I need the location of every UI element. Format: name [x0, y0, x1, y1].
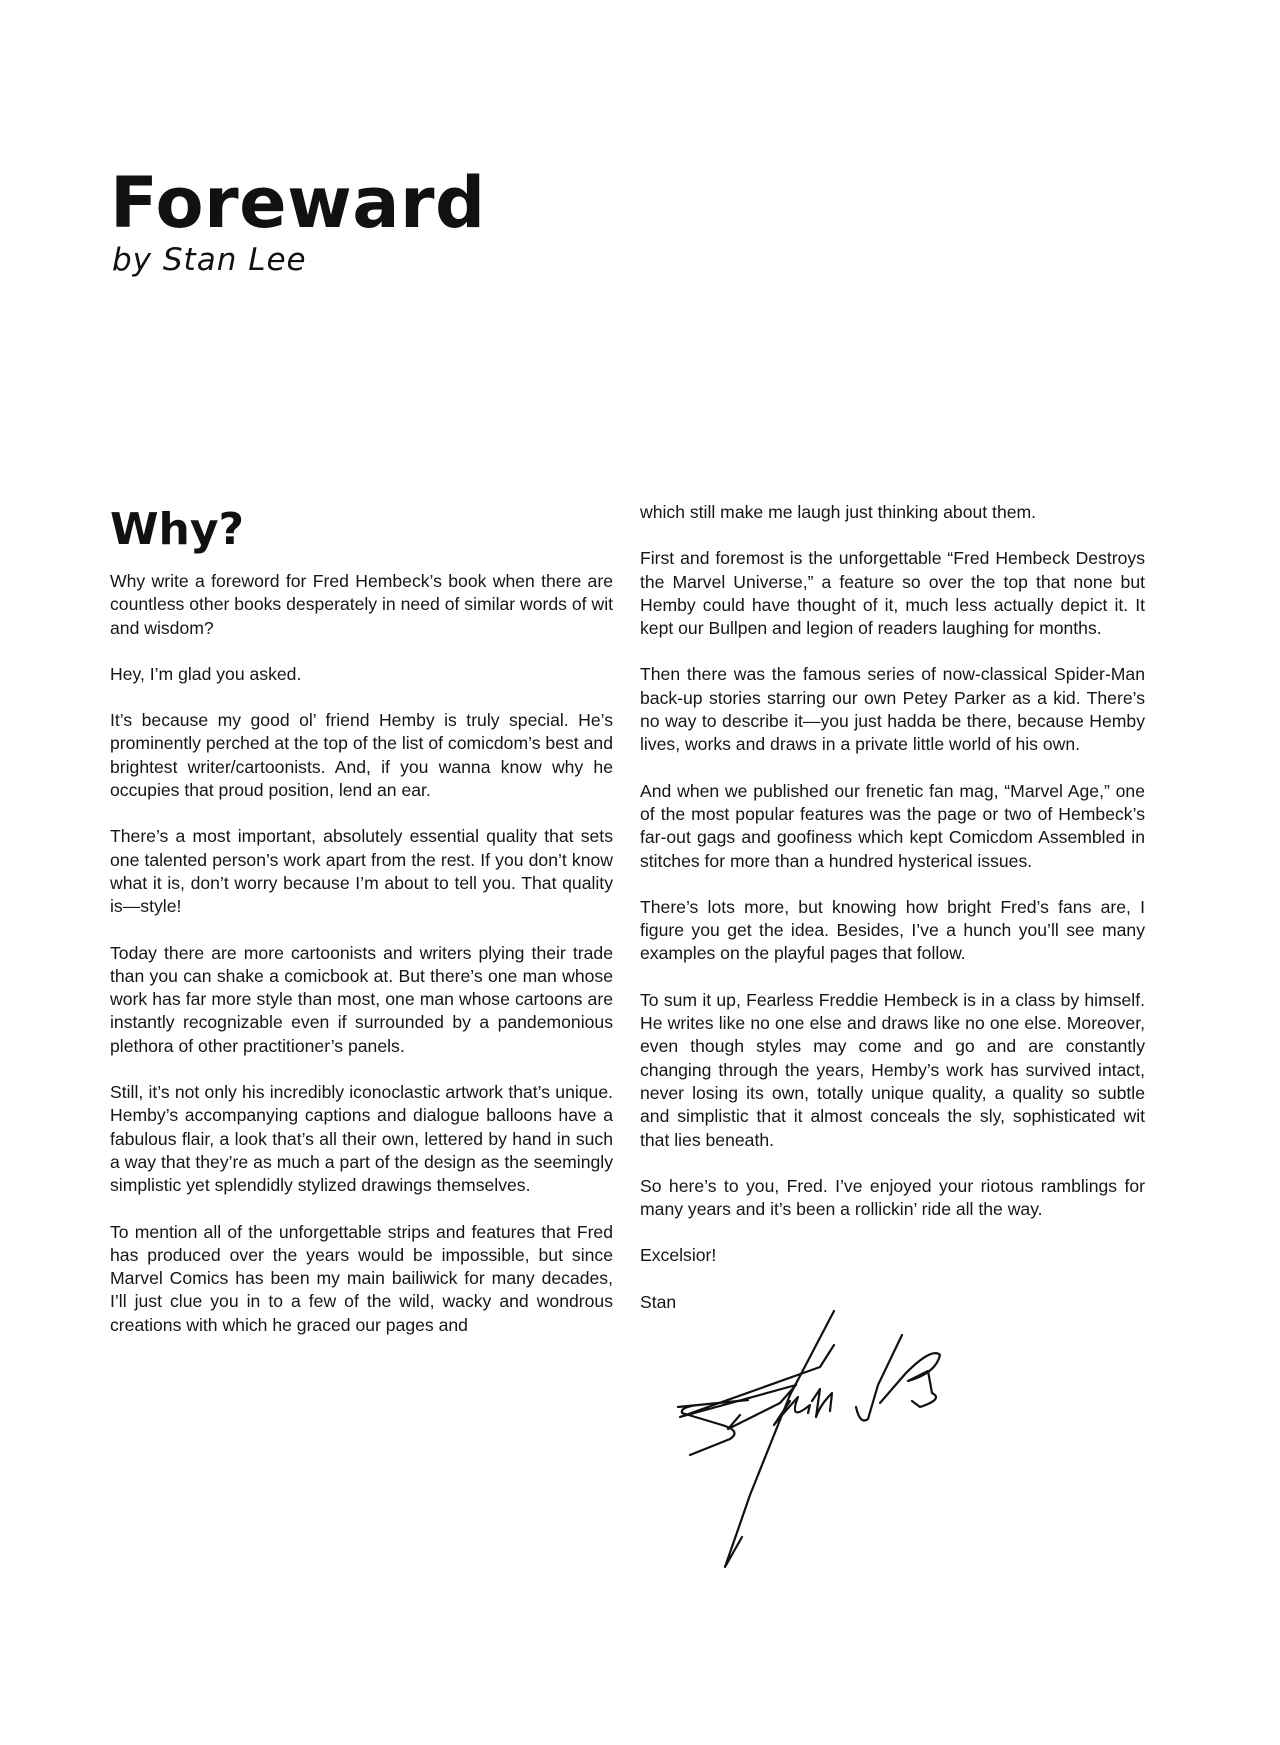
- paragraph: which still make me laugh just thinking about them.: [640, 502, 1037, 522]
- signoff: [640, 1244, 1145, 1314]
- left-column: [110, 570, 613, 1360]
- section-heading: Why?: [110, 504, 245, 555]
- paragraph: Why write a foreword for Fred Hembeck’s book when there are countless other books desperately in need of similar words of wit and wisdom?: [110, 571, 613, 638]
- paragraph: It’s because my good ol’ friend Hemby is truly special. He’s prominently perched at the top of the list of comicdom’s best and brightest writer/cartoonists. And, if you wanna know why he occupies that proud position, lend an ear.: [110, 710, 613, 801]
- paragraph: To mention all of the unforgettable strips and features that Fred has produced over the years would be impossible, but since Marvel Comics has been my main bailiwick for many decades, I’ll just clue you in to a few of the wild, wacky and wondrous creations with which he graced our pages and: [110, 1221, 613, 1335]
- paragraph: Then there was the famous series of now-classical Spider-Man back-up stories starring our own Petey Parker as a kid. There’s no way to describe it—you just hadda be there, because Hemby lives, works and draws in a private little world of his own.: [640, 664, 1145, 755]
- paragraph: Still, it’s not only his incredibly iconoclastic artwork that’s unique. Hemby’s accompanying captions and dialogue balloons have a fabulous flair, a look that’s all their own, lettered by hand in such a way that they’re as much a part of the design as the seemingly simplistic yet splendidly stylized drawings themselves.: [110, 1082, 613, 1196]
- paragraph: To sum it up, Fearless Freddie Hembeck is in a class by himself. He writes like no one else and draws like no one else. Moreover, even though styles may come and go and are constantly changing through the years, Hemby’s work has survived intact, never losing its own, totally unique quality, a quality so subtle and simplistic that it almost conceals the sly, sophisticated wit that lies beneath.: [640, 989, 1145, 1150]
- signoff-name: Stan: [640, 1291, 677, 1312]
- paragraph: There’s a most important, absolutely essential quality that sets one talented person’s work apart from the rest. If you don’t know what it is, don’t worry because I’m about to tell you. That quality is—style!: [110, 826, 613, 917]
- paragraph: And when we published our frenetic fan mag, “Marvel Age,” one of the most popular features was the page or two of Hembeck’s far-out gags and goofiness which kept Comicdom Assembled in stitches for more than a hundred hysterical issues.: [640, 780, 1145, 871]
- paragraph: Hey, I’m glad you asked.: [110, 663, 302, 684]
- byline: by Stan Lee: [112, 242, 307, 278]
- paragraph: First and foremost is the unforgettable “Fred Hembeck Destroys the Marvel Universe,” a feature so over the top that none but Hemby could have thought of it, much less actually depict it. It kept our Bullpen and legion of readers laughing for months.: [640, 548, 1145, 639]
- paragraph: There’s lots more, but knowing how bright Fred’s fans are, I figure you get the idea. Besides, I’ve a hunch you’ll see many examples on the playful pages that follow.: [640, 896, 1145, 964]
- paragraph: Today there are more cartoonists and writers plying their trade than you can shake a comicbook at. But there’s one man whose work has far more style than most, one man whose cartoons are instantly recognizable even if surrounded by a pandemonious plethora of other practitioner’s panels.: [110, 942, 613, 1056]
- signoff-exclamation: Excelsior!: [640, 1245, 717, 1266]
- page-title: Foreward: [110, 162, 486, 244]
- signature-image: [670, 1305, 990, 1585]
- paragraph: So here’s to you, Fred. I’ve enjoyed your riotous ramblings for many years and it’s been a rollickin’ ride all the way.: [640, 1175, 1145, 1220]
- right-column: [640, 501, 1145, 1337]
